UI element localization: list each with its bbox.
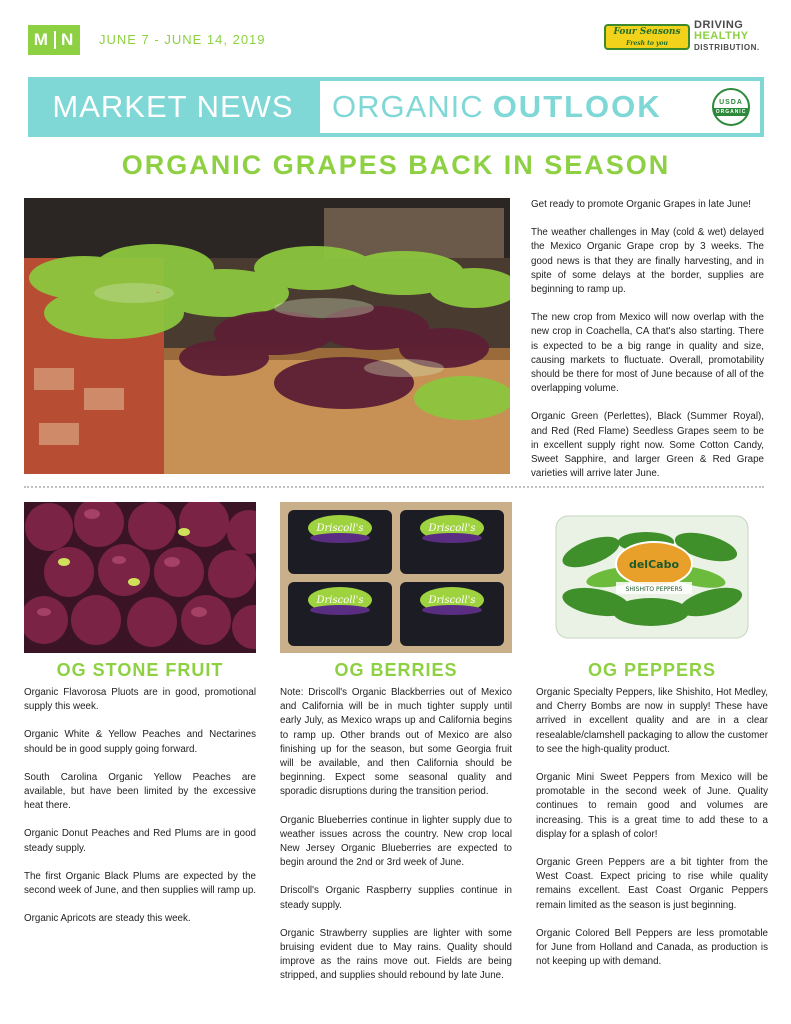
four-seasons-logo — [604, 20, 764, 56]
peppers-illustration — [536, 502, 768, 653]
stone-fruit-p6: Organic Apricots are steady this week. — [24, 913, 191, 925]
plums-photo — [24, 502, 256, 653]
stone-fruit-p5: The first Organic Black Plums are expected by the second week of June, and then supplies will ramp up. — [24, 870, 256, 897]
usda-organic-seal-icon — [712, 88, 750, 126]
peppers-product-label: SHISHITO PEPPERS — [625, 586, 683, 593]
banner-market-news: MARKET NEWS — [52, 89, 294, 124]
tagline-line-2: HEALTHY — [694, 30, 749, 42]
berries-brand-label: Driscoll's — [428, 595, 476, 606]
peppers-article — [536, 686, 768, 983]
grapes-illustration — [24, 198, 510, 474]
berries-p3: Driscoll's Organic Raspberry supplies continue in steady supply. — [280, 885, 512, 911]
page-headline: ORGANIC GRAPES BACK IN SEASON — [121, 150, 671, 180]
blackberries-illustration — [280, 502, 512, 653]
stone-fruit-p4: Organic Donut Peaches and Red Plums are in good steady supply. — [24, 828, 256, 854]
berries-brand-label: Driscoll's — [316, 595, 364, 606]
intro-p1: Get ready to promote Organic Grapes in late June! — [531, 199, 751, 210]
tagline-line-1: DRIVING — [694, 19, 744, 31]
title-banner — [28, 77, 764, 137]
berries-p2: Organic Blueberries continue in lighter supply due to weather issues across the country. New crop local New Jersey Organic Blueberries are expected to begin around the 2nd or 3rd week of June. — [280, 814, 512, 869]
grapes-display-photo — [24, 198, 510, 474]
stone-fruit-p3: South Carolina Organic Yellow Peaches are available, but have been limited by the excessive heat there. — [24, 771, 256, 812]
stone-fruit-p1: Organic Flavorosa Pluots are in good, promotional supply this week. — [24, 687, 256, 713]
plums-illustration — [24, 502, 256, 653]
intro-p3: The new crop from Mexico will now overlap with the new crop in Coachella, CA that's also starting. There is expected to be a big range in quality and size, causing markets to fluctuate. Overall, promotability should be there for most of June because of all of the overlapping volume. — [531, 312, 764, 395]
berries-brand-label: Driscoll's — [428, 523, 476, 534]
stone-fruit-p2: Organic White & Yellow Peaches and Nectarines should be in good supply going forward. — [24, 729, 256, 755]
peppers-p3: Organic Green Peppers are a bit tighter from the West Coast. Expect pricing to rise while quality remains excellent. East Coast Organic Peppers remain limited as the season is just beginning. — [536, 857, 768, 911]
intro-article — [531, 198, 764, 495]
berries-article — [280, 686, 512, 998]
tagline-line-3: DISTRIBUTION. — [694, 43, 760, 52]
peppers-brand-label: delCabo — [628, 558, 680, 571]
brand-name: Four Seasons — [613, 27, 681, 37]
date-range: JUNE 7 - JUNE 14, 2019 — [99, 32, 266, 47]
peppers-title: OG PEPPERS — [587, 660, 717, 680]
banner-organic: ORGANIC — [332, 89, 484, 124]
blackberries-photo — [280, 502, 512, 653]
berries-title: OG BERRIES — [334, 660, 458, 680]
intro-p2: The weather challenges in May (cold & wet) delayed the Mexico Organic Grape crop by 3 weeks. The good news is that they are finally harvesting, and in spite of some delays at the border, supplies are beginning to ramp up. — [531, 227, 764, 296]
banner-organic-outlook — [320, 81, 760, 133]
berries-brand-label: Driscoll's — [316, 523, 364, 534]
berries-p4: Organic Strawberry supplies are lighter with some bruising evident due to May rains. Quality should improve as the rains move out. Fields are being stripped, and supplies should rebound by late June. — [280, 927, 512, 982]
brand-tagline — [694, 20, 766, 53]
logo-divider — [54, 31, 56, 49]
intro-p4: Organic Green (Perlettes), Black (Summer Royal), and Red (Red Flame) Seedless Grapes seem to be in excellent supply right now. Some Cotton Candy, Sweet Sapphire, and larger Green & Red Grape varieties will arrive later June. — [531, 411, 764, 480]
brand-sub: Fresh to you — [626, 40, 668, 47]
peppers-p1: Organic Specialty Peppers, like Shishito, Hot Medley, and Cherry Bombs are now in supply! These have arrived in excellent quality and are in a clear resealable/clamshell packaging to allow the customer to see the high-quality product. — [536, 687, 768, 755]
banner-outlook: OUTLOOK — [492, 89, 662, 124]
brand-badge — [604, 24, 690, 50]
seal-usda: USDA — [719, 98, 743, 106]
stone-fruit-article — [24, 686, 256, 940]
berries-p1: Note: Driscoll's Organic Blackberries out of Mexico and California will be in much tighter supply until early July, as Mexico wraps up and California begins to ramp up. Other brands out of Mexico are also finishing up for the season, but some Georgia fruit will be available, and then California should be beginning. Expect some seasonal quality and sporadic disruptions during the transition period. — [280, 687, 512, 798]
mn-logo-n: N — [60, 30, 75, 49]
peppers-p4: Organic Colored Bell Peppers are less promotable for June from Holland and Canada, as production is not keeping up with demand. — [536, 927, 768, 968]
shishito-peppers-photo — [536, 502, 768, 653]
section-divider — [24, 486, 764, 488]
stone-fruit-title: OG STONE FRUIT — [56, 660, 224, 680]
seal-organic: ORGANIC — [715, 108, 747, 115]
mn-logo-m: M — [33, 30, 49, 49]
peppers-p2: Organic Mini Sweet Peppers from Mexico will be promotable in the second week of June. Quality continues to remain good and volumes are increasing. This is a great time to add these to a display for a splash of color! — [536, 772, 768, 840]
mn-logo — [28, 25, 80, 55]
